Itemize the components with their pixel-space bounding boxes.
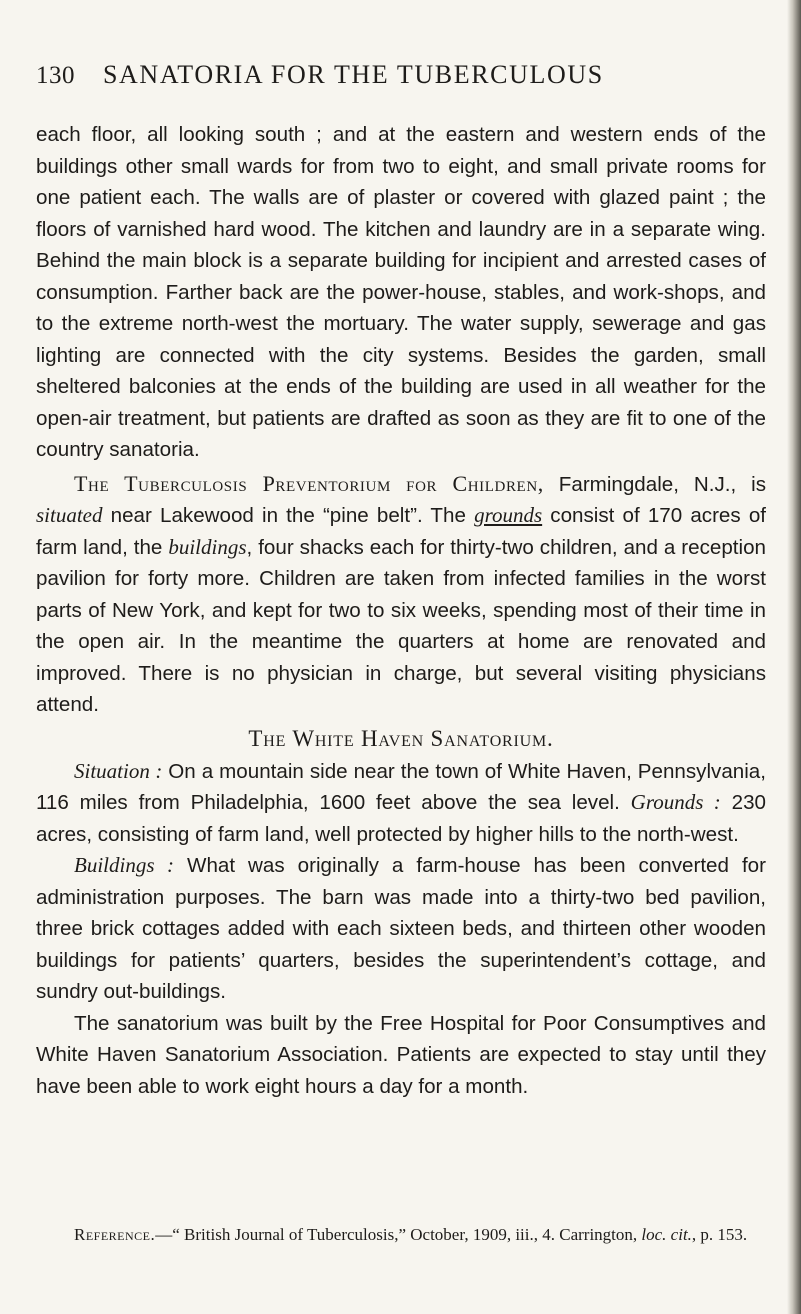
preventorium-paragraph: The Tuberculosis Preventorium for Children, Farmingdale, N.J., is situated near Lakewood in the “pine belt”. The grounds consist of 170 acres of farm land, the buildings, four shacks each for thirty-two children, and a reception pavilion for forty more. Children are taken from infected families in the worst parts of New York, and kept for two to six weeks, spending most of their time in the open air. In the meantime the quarters at home are renovated and improved. There is no physician in charge, but several visiting physicians attend.	[36, 470, 767, 716]
grounds-label: Grounds :	[630, 790, 721, 814]
page-header	[36, 60, 756, 90]
italic-buildings: buildings	[168, 534, 247, 559]
paragraph-continued: each floor, all looking south ; and at the eastern and western ends of the buildings other small wards for from two to eight, and small private rooms for one patient each. The walls are of plaster or covered with glazed paint ; the floors of varnished hard wood. The kitchen and laundry are in a separate wing. Behind the main block is a separate building for incipient and arrested cases of consumption. Farther back are the power-house, stables, and work-shops, and to the extreme north-west the mortuary. The water supply, sewerage and gas lighting are connected with the city systems. Besides the garden, small sheltered balconies at the ends of the building are used in all weather for the open-air treatment, but patients are drafted as soon as they are fit to one of the country sanatoria.	[36, 123, 766, 461]
white-haven-closing-paragraph: The sanatorium was built by the Free Hospital for Poor Consumptives and White Haven Sanatorium Association. Patients are expected to stay until they have been able to work eight hours a day for a month.	[36, 1011, 766, 1098]
white-haven-buildings-paragraph: Buildings : What was originally a farm-house has been converted for administration purposes. The barn was made into a thirty-two bed pavilion, three brick cottages added with each sixteen beds, and thirteen other wooden buildings for patients’ quarters, besides the superintendent’s cottage, and sundry out-buildings.	[36, 853, 766, 1003]
italic-grounds: grounds	[474, 503, 543, 527]
reference-label: Reference.	[74, 1225, 156, 1244]
preventorium-heading: The Tuberculosis Preventorium for Children,	[74, 470, 544, 496]
italic-situated: situated	[36, 503, 103, 527]
reference-footnote: Reference.—“ British Journal of Tuberculosis,” October, 1909, iii., 4. Carrington, loc. cit., p. 153.	[74, 1225, 748, 1244]
situation-label: Situation :	[74, 758, 163, 783]
page-number: 130	[36, 62, 75, 89]
body-text	[36, 119, 766, 1102]
running-title: SANATORIA FOR THE TUBERCULOUS	[103, 60, 604, 89]
page-edge-shadow	[787, 0, 801, 1314]
buildings-label: Buildings :	[74, 853, 175, 877]
loc-cit: loc. cit.	[641, 1225, 692, 1244]
white-haven-heading: The White Haven Sanatorium.	[248, 725, 554, 751]
white-haven-situation-paragraph: Situation : On a mountain side near the town of White Haven, Pennsylvania, 116 miles from Philadelphia, 1600 feet above the sea level. Grounds : 230 acres, consisting of farm land, well protected by higher hills to the north-west.	[36, 758, 766, 846]
